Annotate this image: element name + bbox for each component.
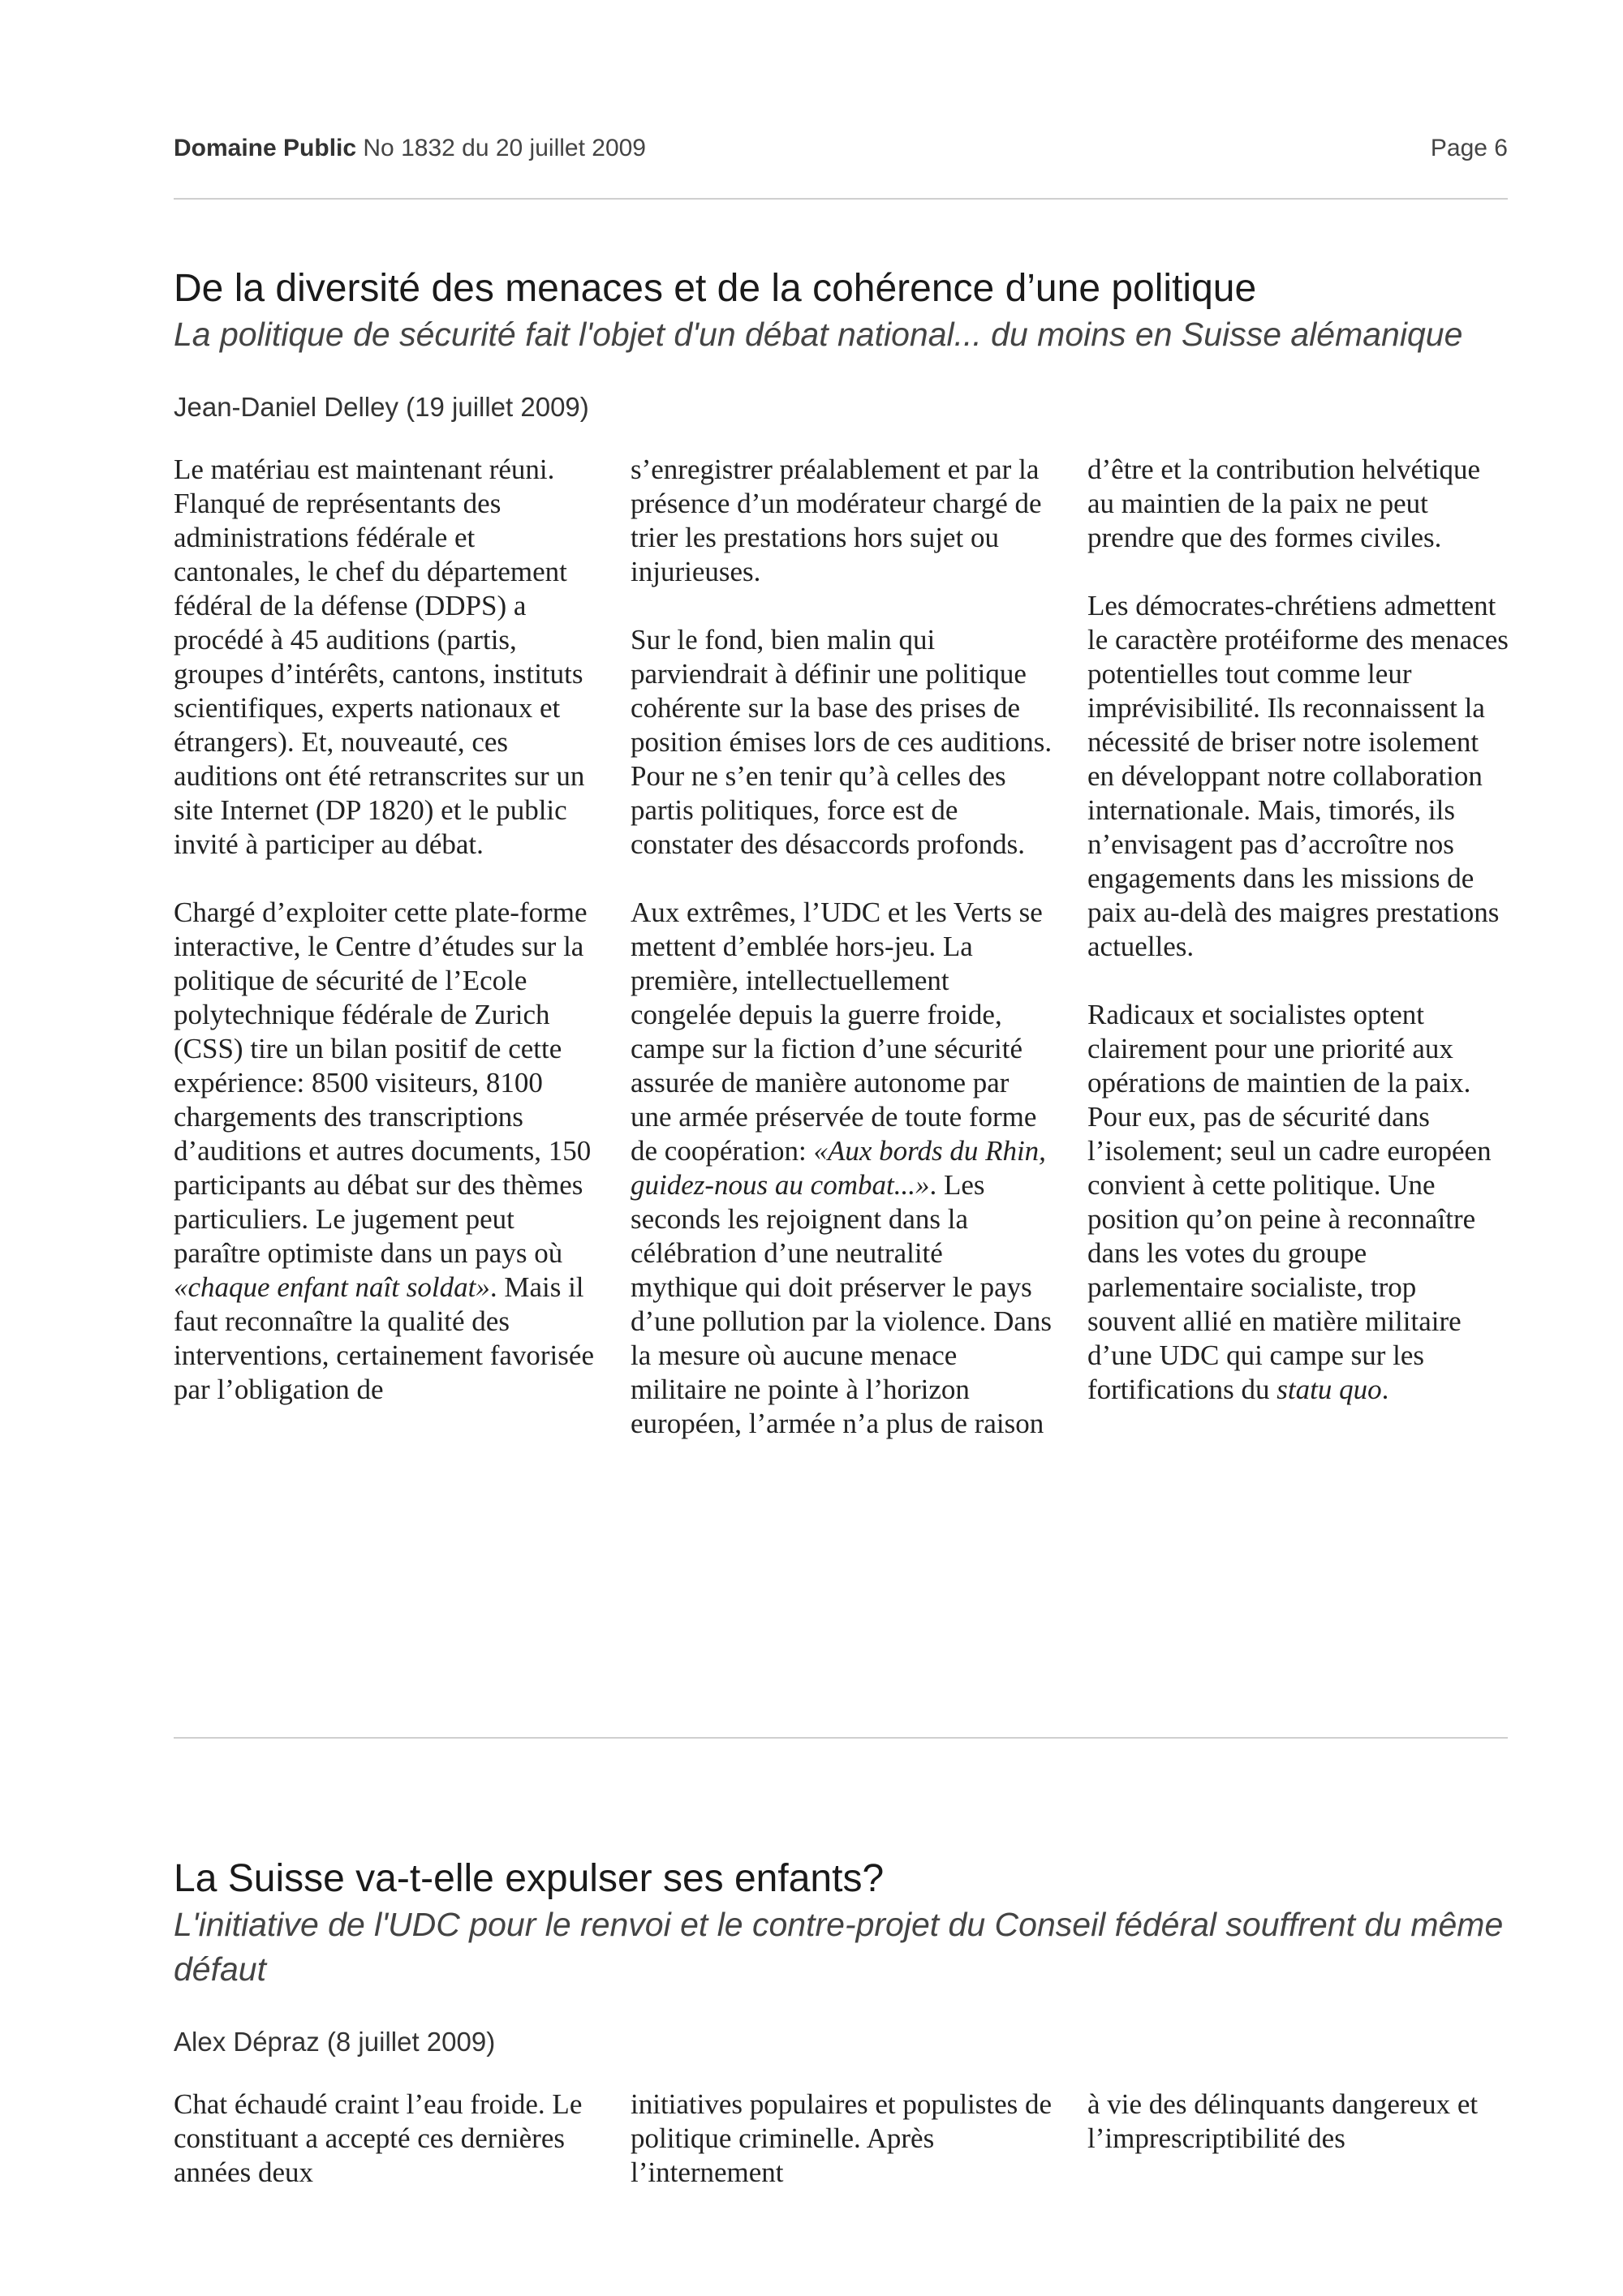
text-run: Aux extrêmes, l’UDC et les Verts se mettent d’emblée hors-jeu. La première, intellectuellement congelée depuis la guerre froide, campe sur la fiction d’une sécurité assurée de manière autonome par une armée préservée de toute forme de coopération:	[631, 896, 1043, 1167]
paragraph: Chat échaudé craint l’eau froide. Le constituant a accepté ces dernières années deux	[174, 2088, 583, 2188]
article-author: Alex Dépraz (8 juillet 2009)	[174, 2027, 496, 2057]
paragraph: Le matériau est maintenant réuni. Flanqué de représentants des administrations fédérale et cantonales, le chef du département fédéral de la défense (DDPS) a procédé à 45 auditions (partis, groupes d’intérêts, cantons, instituts scientifiques, experts nationaux et étrangers). Et, nouveauté, ces auditions ont été retranscrites sur un site Internet (DP 1820) et le public invité à participer au débat.	[174, 454, 585, 860]
issue-info: No 1832 du 20 juillet 2009	[363, 135, 646, 161]
page-header	[174, 135, 1508, 170]
paragraph: d’être et la contribution helvétique au maintien de la paix ne peut prendre que des formes civiles.	[1087, 454, 1480, 553]
article-expulsion	[174, 1855, 1508, 2188]
text-run: .	[1381, 1374, 1389, 1405]
column-2	[631, 2087, 1053, 2190]
article-title: De la diversité des menaces et de la cohérence d’une politique	[174, 267, 1257, 310]
paragraph: s’enregistrer préalablement et par la présence d’un modérateur chargé de trier les prestations hors sujet ou injurieuses.	[631, 454, 1042, 587]
article-author: Jean-Daniel Delley (19 juillet 2009)	[174, 392, 589, 422]
page-number: Page 6	[1430, 135, 1508, 161]
italic-term: statu quo	[1276, 1374, 1382, 1405]
column-1	[174, 2087, 596, 2190]
article-subtitle: La politique de sécurité fait l'objet d'un débat national... du moins en Suisse alémanique	[174, 316, 1463, 353]
text-run: Chargé d’exploiter cette plate-forme interactive, le Centre d’études sur la politique de sécurité de l’Ecole polytechnique fédérale de Zurich (CSS) tire un bilan positif de cette expérience: 8500 visiteurs, 8100 chargements des transcriptions d’auditions et autres documents, 150 participants au débat sur des thèmes particuliers. Le jugement peut paraître optimiste dans un pays où	[174, 896, 592, 1269]
article-title: La Suisse va-t-elle expulser ses enfants?	[174, 1857, 885, 1900]
text-run: Radicaux et socialistes optent clairement pour une priorité aux opérations de maintien de la paix. Pour eux, pas de sécurité dans l’isolement; seul un cadre européen convient à cette politique. Une position qu’on peine à reconnaître dans les votes du groupe parlementaire socialiste, trop souvent allié en matière militaire d’une UDC qui campe sur les fortifications du	[1087, 999, 1492, 1405]
article-security-policy	[174, 265, 1509, 1439]
article-subtitle: L'initiative de l'UDC pour le renvoi et le contre-projet du Conseil fédéral souffrent du même défaut	[174, 1906, 1504, 1988]
publication-name: Domaine Public	[174, 135, 357, 161]
quote: «Aux bords du Rhin, guidez-nous au combat...»	[631, 1135, 1046, 1201]
paragraph	[174, 896, 596, 1407]
paragraph: initiatives populaires et populistes de politique criminelle. Après l’internement	[631, 2088, 1053, 2188]
column-1	[174, 453, 596, 1407]
paragraph: Sur le fond, bien malin qui parviendrait à définir une politique cohérente sur la base des prises de position émises lors de ces auditions. Pour ne s’en tenir qu’à celles des partis politiques, force est de constater des désaccords profonds.	[631, 624, 1053, 860]
text-run: . Mais il faut reconnaître la qualité des interventions, certainement favorisée par l’obligation de	[174, 1271, 594, 1405]
paragraph	[1087, 998, 1509, 1407]
column-3	[1087, 2087, 1509, 2156]
article-divider	[174, 1737, 1508, 1739]
header-divider	[174, 198, 1508, 200]
text-run: . Les seconds les rejoignent dans la célébration d’une neutralité mythique qui doit préserver le pays d’une pollution par la violence. Dans la mesure où aucune menace militaire ne pointe à l’horizon européen, l’armée n’a plus de raison	[631, 1169, 1053, 1439]
quote: «chaque enfant naît soldat»	[174, 1271, 490, 1303]
paragraph	[631, 896, 1053, 1441]
column-3	[1087, 453, 1509, 1407]
paragraph: Les démocrates-chrétiens admettent le caractère protéiforme des menaces potentielles tout comme leur imprévisibilité. Ils reconnaissent la nécessité de briser notre isolement en développant notre collaboration internationale. Mais, timorés, ils n’envisagent pas d’accroître nos engagements dans les missions de paix au-delà des maigres prestations actuelles.	[1087, 590, 1509, 962]
column-2	[631, 453, 1053, 1441]
paragraph: à vie des délinquants dangereux et l’imprescriptibilité des	[1087, 2088, 1479, 2154]
